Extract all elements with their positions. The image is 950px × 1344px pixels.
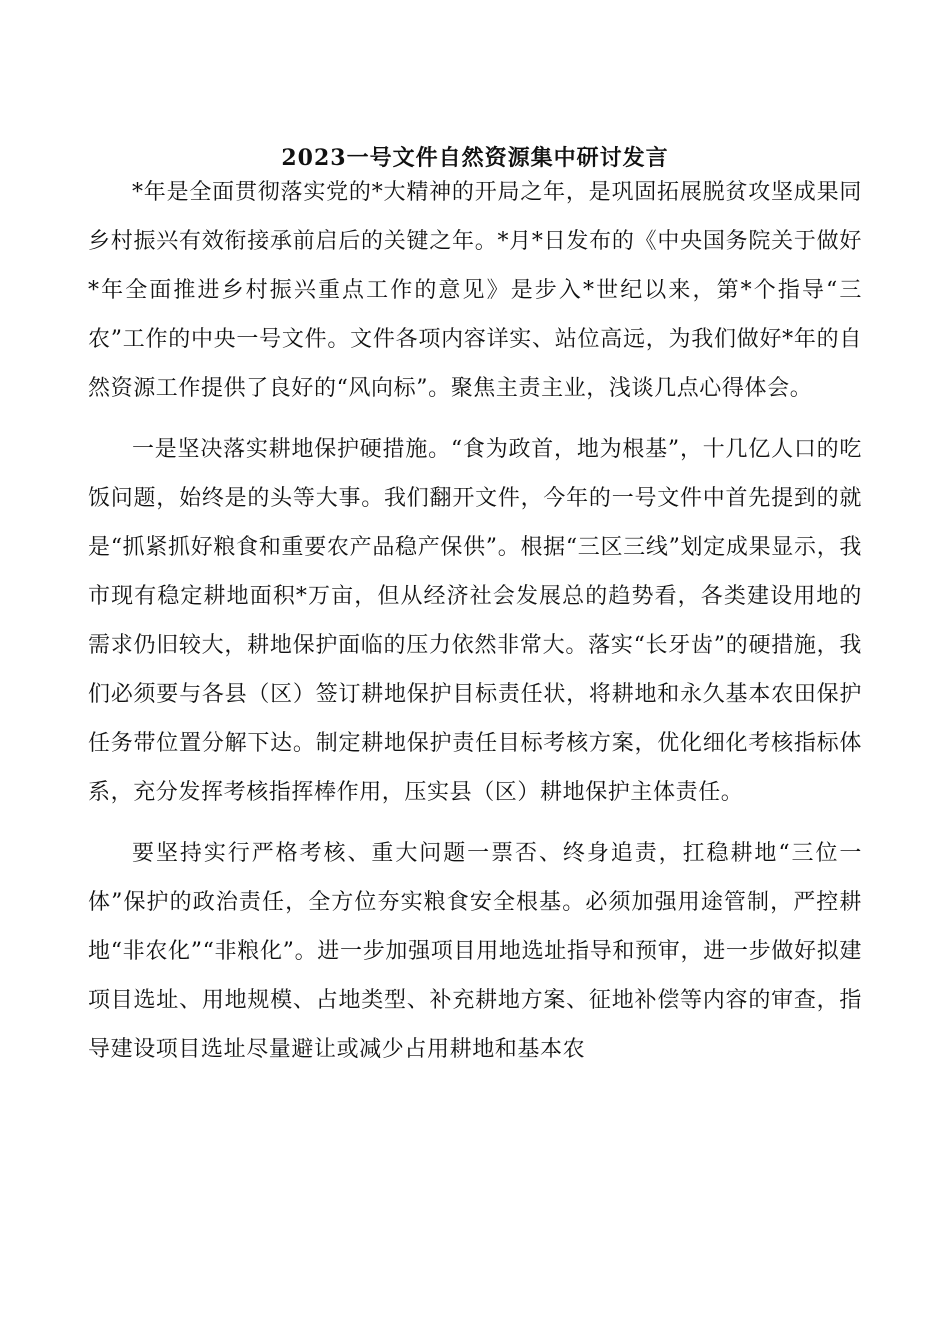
paragraph-farmland-protection: 一是坚决落实耕地保护硬措施。“食为政首，地为根基”，十几亿人口的吃饭问题，始终是的头等大事。我们翻开文件，今年的一号文件中首先提到的就是“抓紧抓好粮食和重要农产品稳产保供”。根据“三区三线”划定成果显示，我市现有稳定耕地面积*万亩，但从经济社会发展总的趋势看，各类建设用地的需求仍旧较大，耕地保护面临的压力依然非常大。落实“长牙齿”的硬措施，我们必须要与各县（区）签订耕地保护目标责任状，将耕地和永久基本农田保护任务带位置分解下达。制定耕地保护责任目标考核方案，优化细化考核指标体系，充分发挥考核指挥棒作用，压实县（区）耕地保护主体责任。 — [88, 437, 862, 805]
document-body — [88, 168, 862, 1074]
document-title: 2023一号文件自然资源集中研讨发言 — [281, 145, 669, 171]
paragraph-assessment-accountability: 要坚持实行严格考核、重大问题一票否、终身追责，扛稳耕地“三位一体”保护的政治责任，全方位夯实粮食安全根基。必须加强用途管制，严控耕地“非农化”“非粮化”。进一步加强项目用地选址指导和预审，进一步做好拟建项目选址、用地规模、占地类型、补充耕地方案、征地补偿等内容的审查，指导建设项目选址尽量避让或减少占用耕地和基本农 — [88, 841, 862, 1062]
paragraph-intro: *年是全面贯彻落实党的*大精神的开局之年，是巩固拓展脱贫攻坚成果同乡村振兴有效衔接承前启后的关键之年。*月*日发布的《中央国务院关于做好*年全面推进乡村振兴重点工作的意见》是步入*世纪以来，第*个指导“三农”工作的中央一号文件。文件各项内容详实、站位高远，为我们做好*年的自然资源工作提供了良好的“风向标”。聚焦主责主业，浅谈几点心得体会。 — [88, 180, 862, 401]
